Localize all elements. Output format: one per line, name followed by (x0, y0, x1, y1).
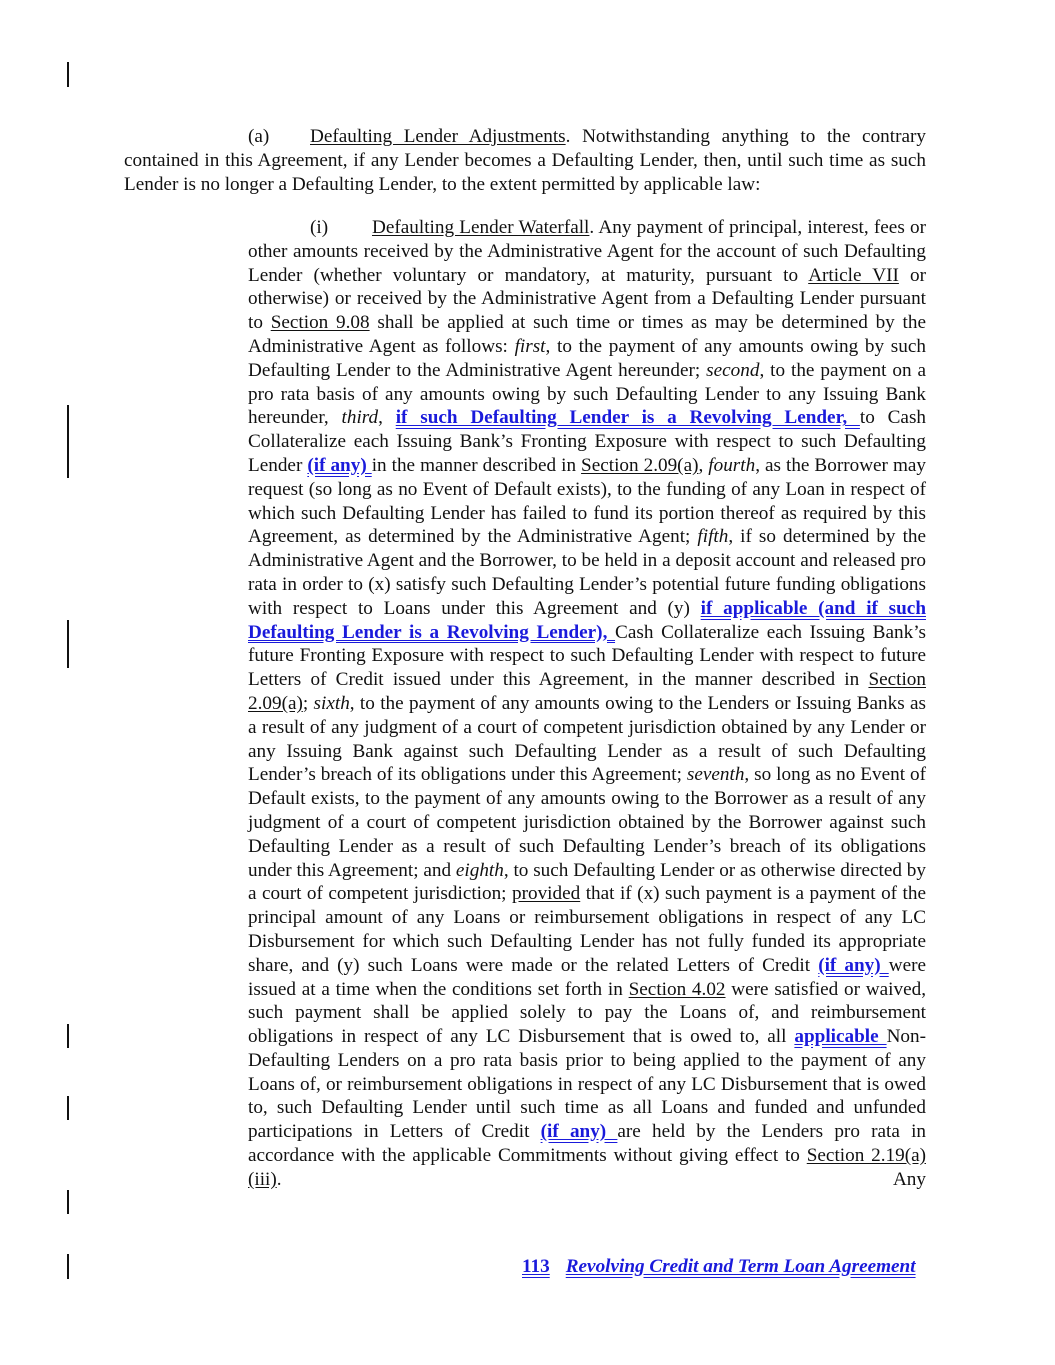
section-number: (a) (248, 126, 270, 147)
provided-term: provided (512, 883, 581, 905)
heading-period: . (565, 126, 571, 147)
body-text: , to such Defaulting Lender or as otherwise directed by a court of competent jurisdiction; (248, 859, 926, 905)
body-text: ; (302, 692, 314, 714)
inserted-text: applicable (794, 1026, 887, 1048)
body-text: , if so determined by the Administrative Agent and the Borrower, to be held in a deposit account and released pro rata in order to (x) satisfy such Defaulting Lender’s potential future funding obligations with respect to Loans under this Agreement and (y) (248, 526, 927, 619)
ordinal-term: first (514, 335, 546, 357)
body-text: Cash Collateralize each Issuing Bank’s future Fronting Exposure with respect to such Defaulting Lender with respect to future Letters of Credit issued under this Agreement, in the manner described in (248, 621, 926, 691)
body-text: , as the Borrower may request (so long as no Event of Default exists), to the funding of any Loan in respect of which such Defaulting Lender has failed to fund its portion thereof as required by this Agreement, as determined by the Administrative Agent; (248, 454, 926, 548)
inserted-text: (if any) (818, 954, 889, 976)
inserted-text: (if any) (307, 454, 372, 476)
cross-reference-link[interactable]: Section 2.19(a)(iii) (248, 1145, 926, 1190)
page-number: 113 (522, 1256, 550, 1277)
body-text: that if (x) such payment is a payment of the principal amount of any Loans or reimbursement obligations in respect of any LC Disbursement for which such Defaulting Lender has not fully funded its appropriate share, and (y) such Loans were made or the related Letters of Credit (248, 883, 927, 976)
section-heading: Defaulting Lender Waterfall (372, 217, 590, 238)
ordinal-term: fifth (697, 526, 729, 548)
change-bar (67, 62, 69, 87)
body-text: Notwithstanding anything to the contrary contained in this Agreement, if any Lender becomes a Defaulting Lender, then, until such time as such Lender is no longer a Defaulting Lender, to the extent permitted by applicable law: (124, 126, 926, 195)
change-bar (67, 1096, 69, 1120)
body-text: Non-Defaulting Lenders on a pro rata basis prior to being applied to the payment of any Loans of, or reimbursement obligations in respect of any LC Disbursement that is owed to, such Defaulting Lender until such time as all Loans and funded and unfunded participations in Letters of Credit (248, 1026, 926, 1143)
ordinal-term: second (706, 359, 760, 381)
body-text: shall be applied at such time or times as may be determined by the Administrative Agent as follows: (248, 312, 926, 357)
document-title: Revolving Credit and Term Loan Agreement (565, 1256, 916, 1277)
body-text: were satisfied or waived, such payment shall be applied solely to pay the Loans of, and reimbursement obligations in respect of any LC Disbursement that is owed to, all (248, 978, 926, 1048)
ordinal-term: third (341, 407, 379, 429)
body-text: , (698, 454, 709, 476)
cross-reference-link[interactable]: Article VII (808, 264, 899, 286)
ordinal-term: eighth (455, 859, 504, 881)
page-footer (522, 1256, 916, 1278)
body-text: . Any (276, 1168, 926, 1190)
inserted-text: (if any) (540, 1121, 618, 1143)
body-text: , to the payment of any amounts owing by such Defaulting Lender to the Administrative Agent hereunder; (248, 335, 926, 381)
inserted-text: if such Defaulting Lender is a Revolving Lender, (395, 407, 860, 429)
body-text: to Cash Collateralize each Issuing Bank’s Fronting Exposure with respect to such Defaulting Lender (248, 407, 927, 476)
cross-reference-link[interactable]: Section 9.08 (270, 312, 370, 334)
change-bar (67, 620, 69, 668)
section-a-paragraph (124, 125, 926, 196)
section-heading: Defaulting Lender Adjustments (310, 126, 566, 147)
cross-reference-link[interactable]: Section 2.09(a) (248, 669, 926, 714)
body-text: , to the payment of any amounts owing to the Lenders or Issuing Banks as a result of any judgment of a court of competent jurisdiction obtained by any Lender or any Issuing Bank against such Defaulting Lender as a result of such Defaulting Lender’s breach of its obligations under this Agreement; (248, 692, 926, 786)
section-i-paragraph (248, 216, 926, 1192)
change-bar (67, 405, 69, 478)
ordinal-term: fourth (708, 454, 756, 476)
change-bar (67, 1190, 69, 1214)
body-text: in the manner described in (371, 454, 582, 476)
section-number: (i) (310, 217, 329, 238)
body-text: or otherwise) or received by the Administrative Agent from a Defaulting Lender pursuant to (248, 264, 927, 334)
body-text: , so long as no Event of Default exists, to the payment of any amounts owing to the Borrower as a result of any judgment of a court of competent jurisdiction obtained by the Borrower against such Defaulting Lender as a result of such Defaulting Lender’s breach of its obligations under this Agreement; and (248, 764, 926, 881)
ordinal-term: seventh (686, 764, 745, 786)
inserted-text: if applicable (and if such Defaulting Lender is a Revolving Lender), (248, 597, 926, 643)
heading-period: . (589, 217, 595, 238)
cross-reference-link[interactable]: Section 2.09(a) (581, 454, 699, 476)
body-text: , (378, 407, 396, 429)
body-text: are held by the Lenders pro rata in accordance with the applicable Commitments without giving effect to (248, 1121, 927, 1167)
change-bar (67, 1024, 69, 1048)
body-text: , to the payment on a pro rata basis of any amounts owing by such Defaulting Lender to any Issuing Bank hereunder, (248, 359, 927, 429)
change-bar (67, 1254, 69, 1279)
body-text: were issued at a time when the conditions set forth in (248, 954, 926, 1000)
body-text: Any payment of principal, interest, fees or other amounts received by the Administrative Agent for the account of such Defaulting Lender (whether voluntary or mandatory, at maturity, pursuant to (248, 217, 926, 286)
cross-reference-link[interactable]: Section 4.02 (628, 978, 726, 1000)
ordinal-term: sixth (313, 692, 350, 714)
